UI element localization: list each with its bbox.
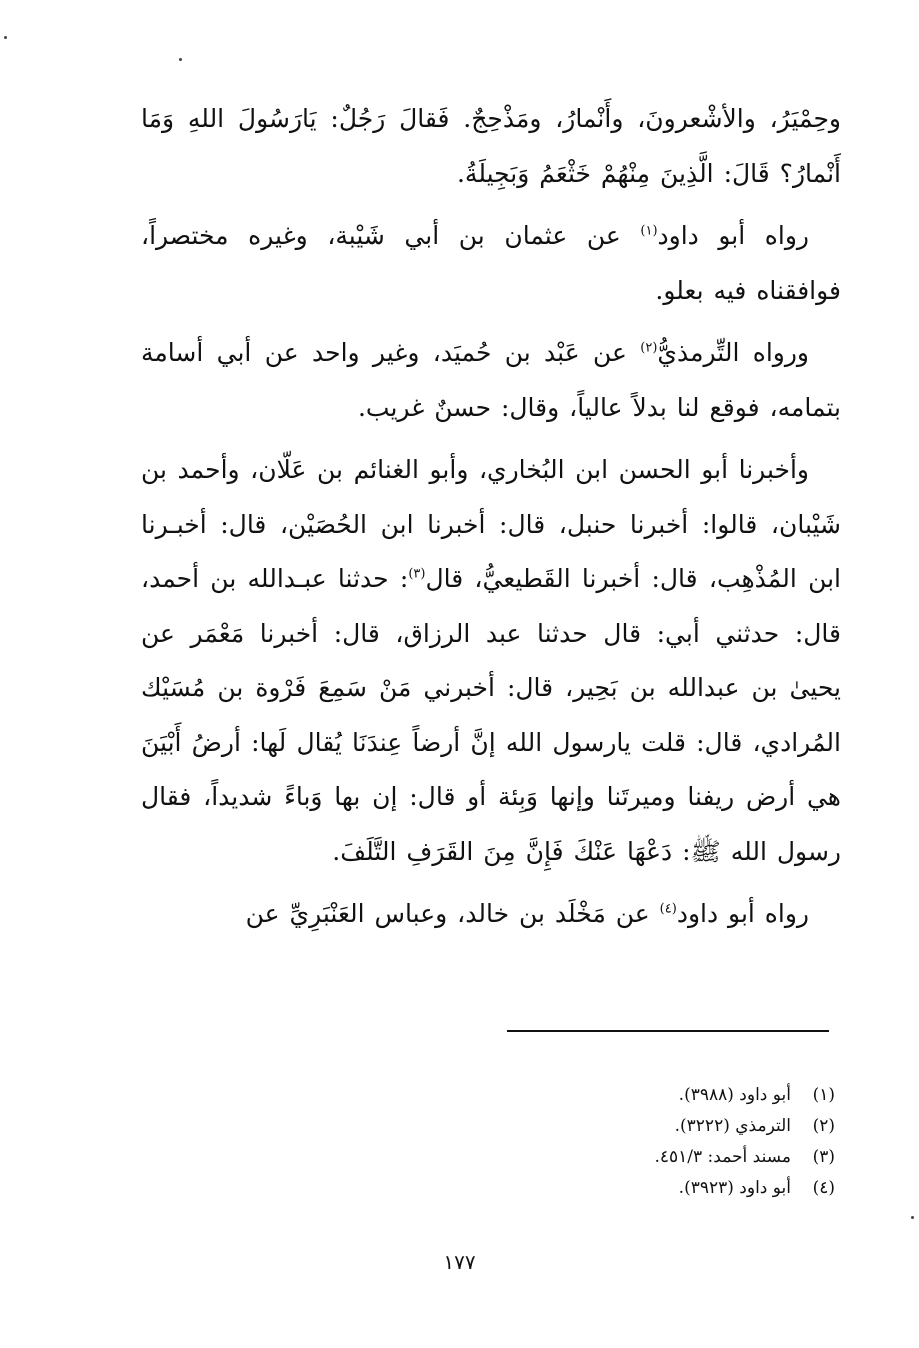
footnote-item (415, 1173, 835, 1204)
footnote-number: (١) (812, 1085, 835, 1105)
paragraph-text: رواه أبو داود (676, 899, 809, 928)
paragraph-text: وأخبرنا أبو الحسن ابن البُخاري، وأبو الغنائم بن عَلّان، وأحمد بن شَيْبان، قالوا: أخبرنا حنبل، قال: أخبرنا ابن الحُصَيْن، قال: أخبـرنا ابن المُذْهِب، قال: أخبرنا القَطيعيُّ، قال (141, 455, 841, 593)
paragraph-text: رواه أبو داود (657, 221, 809, 250)
paragraph-text: ورواه التِّرمذيُّ (657, 338, 809, 367)
footnote-reference: (٢) (640, 340, 658, 356)
footnote-text: أبو داود (٣٩٢٣). (678, 1178, 791, 1198)
footnote-item (415, 1111, 835, 1142)
footnote-item (415, 1142, 835, 1173)
footnote-reference: (٤) (659, 901, 677, 917)
main-text (141, 92, 841, 950)
paragraph (141, 209, 841, 318)
paragraph-text: عن عثمان بن أبي شَيْبة، وغيره مختصراً، فوافقناه فيه بعلو. (141, 221, 841, 305)
footnotes (415, 1080, 835, 1204)
paragraph-text: وحِمْيَرُ، والأشْعرونَ، وأَنْمارُ، ومَذْحِجٌ. فَقالَ رَجُلٌ: يَارَسُولَ اللهِ وَمَا أَنْمارُ؟ قَالَ: الَّذِينَ مِنْهُمْ خَثْعَمُ وَبَجِيلَةُ. (141, 104, 841, 188)
page-number: ١٧٧ (443, 1250, 476, 1274)
scan-speck (4, 36, 7, 39)
footnote-text: مسند أحمد: ٤٥١/٣. (654, 1147, 791, 1167)
paragraph-text: عن عَبْد بن حُميَد، وغير واحد عن أبي أسامة بتمامه، فوقع لنا بدلاً عالياً، وقال: حسنٌ غريب. (141, 338, 841, 422)
footnote-reference: (١) (640, 223, 658, 239)
footnote-number: (٤) (812, 1178, 835, 1198)
footnote-number: (٣) (812, 1147, 835, 1167)
footnote-text: الترمذي (٣٢٢٢). (674, 1116, 791, 1136)
paragraph (141, 887, 841, 942)
footnote-separator (507, 1030, 829, 1032)
paragraph (141, 443, 841, 879)
paragraph-text: : حدثنا عبـدالله بن أحمد، قال: حدثني أبي: قال حدثنا عبد الرزاق، قال: أخبرنا مَعْمَر عن يحيىٰ بن عبدالله بن بَحِير، قال: أخبرني مَنْ سَمِعَ فَرْوة بن مُسَيْك المُرادي، قال: قلت يارسول الله إنَّ أرضاً عِندَنَا يُقال لَها: أرضُ أَبْيَنَ هي أرض ريفنا وميرتَنا وإنها وَبِئة أو قال: إن بها وَباءً شديداً، فقال رسول الله ﷺ: دَعْهَا عَنْكَ فَإِنَّ مِنَ القَرَفِ التَّلَفَ. (141, 564, 841, 866)
footnote-reference: (٣) (408, 566, 426, 582)
paragraph (141, 326, 841, 435)
paragraph-text: عن مَخْلَد بن خالد، وعباس العَنْبَرِيِّ عن (245, 899, 660, 928)
scan-speck (911, 1216, 914, 1219)
footnote-number: (٢) (812, 1116, 835, 1136)
scan-speck (179, 58, 182, 61)
footnote-item (415, 1080, 835, 1111)
footnote-text: أبو داود (٣٩٨٨). (678, 1085, 791, 1105)
paragraph (141, 92, 841, 201)
